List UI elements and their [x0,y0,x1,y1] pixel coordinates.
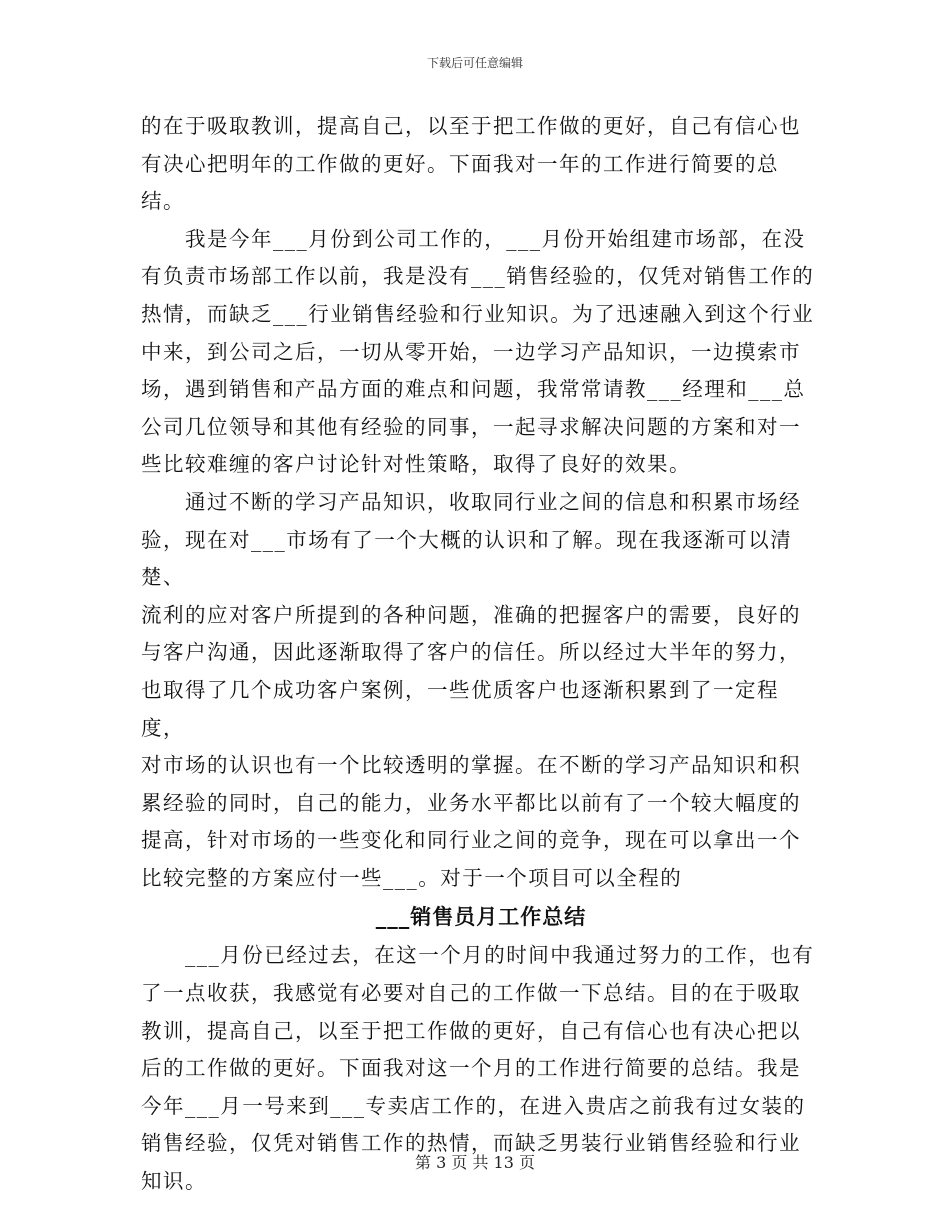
text-line: 也取得了几个成功客户案例，一些优质客户也逐渐积累到了一定程度， [141,677,779,740]
text-line: 些比较难缠的客户讨论针对性策略，取得了良好的效果。 [141,452,691,477]
text-line: 累经验的同时，自己的能力，业务水平都比以前有了一个较大幅度的 [141,790,801,815]
text-line: 提高，针对市场的一些变化和同行业之间的竞争，现在可以拿出一个 [141,828,801,853]
text-line: 流利的应对客户所提到的各种问题，准确的把握客户的需要，良好的 [141,602,801,627]
paragraph-3 [141,484,821,898]
text-line: 我是今年___月份到公司工作的，___月份开始组建市场部，在没 [141,226,806,251]
text-line: 后的工作做的更好。下面我对这一个月的工作进行简要的总结。我是 [141,1056,801,1081]
text-line: 的在于吸取教训，提高自己，以至于把工作做的更好，自己有信心也 [141,114,801,138]
section-title: ___销售员月工作总结 [375,904,587,930]
paragraph-2 [141,221,821,484]
text-line: 知识。 [141,1169,207,1194]
text-line: 验，现在对___市场有了一个大概的认识和了解。现在我逐渐可以清楚、 [141,527,793,590]
text-line: 教训，提高自己，以至于把工作做的更好，自己有信心也有决心把以 [141,1018,801,1043]
text-line: 中来，到公司之后，一切从零开始，一边学习产品知识，一边摸索市 [141,339,801,364]
paragraph-1 [141,108,821,221]
text-line: 比较完整的方案应付一些___。对于一个项目可以全程的 [141,865,683,890]
text-line: 有负责市场部工作以前，我是没有___销售经验的，仅凭对销售工作的 [141,264,815,289]
text-line: 热情，而缺乏___行业销售经验和行业知识。为了迅速融入到这个行业 [141,301,815,326]
text-line: ___月份已经过去，在这一个月的时间中我通过努力的工作，也有 [141,943,815,968]
text-line: 公司几位领导和其他有经验的同事，一起寻求解决问题的方案和对一 [141,414,801,439]
text-line: 与客户沟通，因此逐渐取得了客户的信任。所以经过大半年的努力， [141,640,801,665]
page-header-note: 下载后可任意编辑 [426,56,523,70]
text-line: 有决心把明年的工作做的更好。下面我对一年的工作进行简要的总结。 [141,151,779,214]
text-line: 通过不断的学习产品知识，收取同行业之间的信息和积累市场经 [141,489,801,514]
text-line: 场，遇到销售和产品方面的难点和问题，我常常请教___经理和___总 [141,377,806,402]
text-line: 今年___月一号来到___专卖店工作的，在进入贵店之前我有过女装的 [141,1093,806,1118]
text-line: 对市场的认识也有一个比较透明的掌握。在不断的学习产品知识和积 [141,753,801,778]
document-body [141,108,821,1201]
page-number: 第 3 页 共 13 页 [415,1153,535,1172]
text-line: 销售经验，仅凭对销售工作的热情，而缺乏男装行业销售经验和行业 [141,1131,801,1156]
text-line: 了一点收获，我感觉有必要对自己的工作做一下总结。目的在于吸取 [141,981,801,1006]
